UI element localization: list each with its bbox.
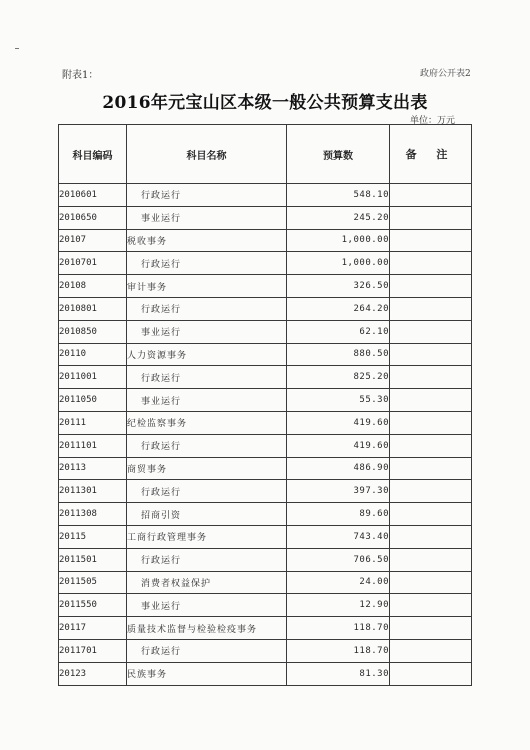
cell-code: 2011050	[59, 389, 127, 412]
cell-name: 行政运行	[127, 548, 287, 571]
cell-name: 商贸事务	[127, 457, 287, 480]
cell-amount: 1,000.00	[287, 252, 390, 275]
cell-name: 行政运行	[127, 480, 287, 503]
table-row	[59, 297, 472, 320]
cell-code: 20111	[59, 411, 127, 434]
cell-name: 消费者权益保护	[127, 571, 287, 594]
cell-code: 2011701	[59, 639, 127, 662]
budget-table	[58, 124, 472, 686]
column-header-remark: 备 注	[390, 125, 472, 184]
cell-remark	[390, 411, 472, 434]
cell-code: 2011501	[59, 548, 127, 571]
cell-code: 20117	[59, 617, 127, 640]
table-row	[59, 434, 472, 457]
cell-remark	[390, 229, 472, 252]
cell-code: 2010650	[59, 206, 127, 229]
cell-amount: 118.70	[287, 639, 390, 662]
cell-amount: 12.90	[287, 594, 390, 617]
cell-code: 2010601	[59, 184, 127, 207]
cell-remark	[390, 184, 472, 207]
cell-code: 20113	[59, 457, 127, 480]
cell-name: 行政运行	[127, 252, 287, 275]
table-row	[59, 548, 472, 571]
cell-amount: 81.30	[287, 662, 390, 685]
cell-code: 2010701	[59, 252, 127, 275]
column-header-code: 科目编码	[59, 125, 127, 184]
table-row	[59, 366, 472, 389]
cell-remark	[390, 571, 472, 594]
table-row	[59, 320, 472, 343]
cell-name: 质量技术监督与检验检疫事务	[127, 617, 287, 640]
table-row	[59, 480, 472, 503]
cell-code: 2010850	[59, 320, 127, 343]
cell-amount: 62.10	[287, 320, 390, 343]
page-title: 2016年元宝山区本级一般公共预算支出表	[102, 93, 428, 113]
cell-code: 2010801	[59, 297, 127, 320]
table-row	[59, 617, 472, 640]
cell-amount: 706.50	[287, 548, 390, 571]
cell-code: 2011001	[59, 366, 127, 389]
cell-code: 20107	[59, 229, 127, 252]
table-row	[59, 206, 472, 229]
cell-name: 事业运行	[127, 389, 287, 412]
cell-amount: 326.50	[287, 275, 390, 298]
cell-name: 民族事务	[127, 662, 287, 685]
cell-remark	[390, 639, 472, 662]
cell-amount: 24.00	[287, 571, 390, 594]
cell-name: 工商行政管理事务	[127, 525, 287, 548]
unit-label: 单位：万元	[410, 116, 456, 126]
cell-code: 2011505	[59, 571, 127, 594]
cell-code: 20123	[59, 662, 127, 685]
cell-amount: 245.20	[287, 206, 390, 229]
table-row	[59, 571, 472, 594]
cell-remark	[390, 480, 472, 503]
cell-name: 人力资源事务	[127, 343, 287, 366]
cell-remark	[390, 594, 472, 617]
scan-mark	[15, 48, 19, 49]
cell-remark	[390, 275, 472, 298]
cell-remark	[390, 548, 472, 571]
cell-name: 行政运行	[127, 434, 287, 457]
document-code: 政府公开表2	[420, 69, 471, 79]
table-header	[59, 125, 472, 184]
cell-remark	[390, 389, 472, 412]
cell-code: 2011101	[59, 434, 127, 457]
table-row	[59, 503, 472, 526]
cell-code: 2011308	[59, 503, 127, 526]
cell-code: 20110	[59, 343, 127, 366]
cell-amount: 419.60	[287, 411, 390, 434]
cell-code: 2011301	[59, 480, 127, 503]
cell-name: 税收事务	[127, 229, 287, 252]
cell-remark	[390, 343, 472, 366]
table-body	[59, 184, 472, 686]
table-row	[59, 525, 472, 548]
cell-code: 2011550	[59, 594, 127, 617]
cell-amount: 419.60	[287, 434, 390, 457]
cell-amount: 118.70	[287, 617, 390, 640]
cell-code: 20115	[59, 525, 127, 548]
cell-amount: 548.10	[287, 184, 390, 207]
cell-remark	[390, 434, 472, 457]
cell-amount: 880.50	[287, 343, 390, 366]
header-row	[59, 125, 472, 184]
table-row	[59, 343, 472, 366]
cell-name: 事业运行	[127, 206, 287, 229]
table-row	[59, 184, 472, 207]
column-header-name: 科目名称	[127, 125, 287, 184]
cell-remark	[390, 297, 472, 320]
table-row	[59, 411, 472, 434]
attachment-label: 附表1：	[62, 70, 99, 81]
cell-remark	[390, 662, 472, 685]
cell-amount: 825.20	[287, 366, 390, 389]
cell-name: 行政运行	[127, 184, 287, 207]
cell-name: 事业运行	[127, 320, 287, 343]
cell-amount: 397.30	[287, 480, 390, 503]
cell-code: 20108	[59, 275, 127, 298]
table-row	[59, 389, 472, 412]
cell-amount: 89.60	[287, 503, 390, 526]
cell-name: 纪检监察事务	[127, 411, 287, 434]
table-row	[59, 457, 472, 480]
table-row	[59, 594, 472, 617]
cell-amount: 1,000.00	[287, 229, 390, 252]
cell-name: 行政运行	[127, 297, 287, 320]
cell-name: 行政运行	[127, 366, 287, 389]
table-row	[59, 252, 472, 275]
table-row	[59, 662, 472, 685]
cell-name: 审计事务	[127, 275, 287, 298]
table-row	[59, 275, 472, 298]
cell-amount: 486.90	[287, 457, 390, 480]
cell-remark	[390, 457, 472, 480]
table-row	[59, 639, 472, 662]
cell-remark	[390, 503, 472, 526]
cell-name: 行政运行	[127, 639, 287, 662]
table-row	[59, 229, 472, 252]
cell-name: 事业运行	[127, 594, 287, 617]
cell-remark	[390, 206, 472, 229]
cell-amount: 743.40	[287, 525, 390, 548]
cell-remark	[390, 617, 472, 640]
column-header-amount: 预算数	[287, 125, 390, 184]
cell-remark	[390, 252, 472, 275]
cell-remark	[390, 366, 472, 389]
cell-remark	[390, 525, 472, 548]
cell-amount: 264.20	[287, 297, 390, 320]
cell-remark	[390, 320, 472, 343]
cell-name: 招商引资	[127, 503, 287, 526]
cell-amount: 55.30	[287, 389, 390, 412]
